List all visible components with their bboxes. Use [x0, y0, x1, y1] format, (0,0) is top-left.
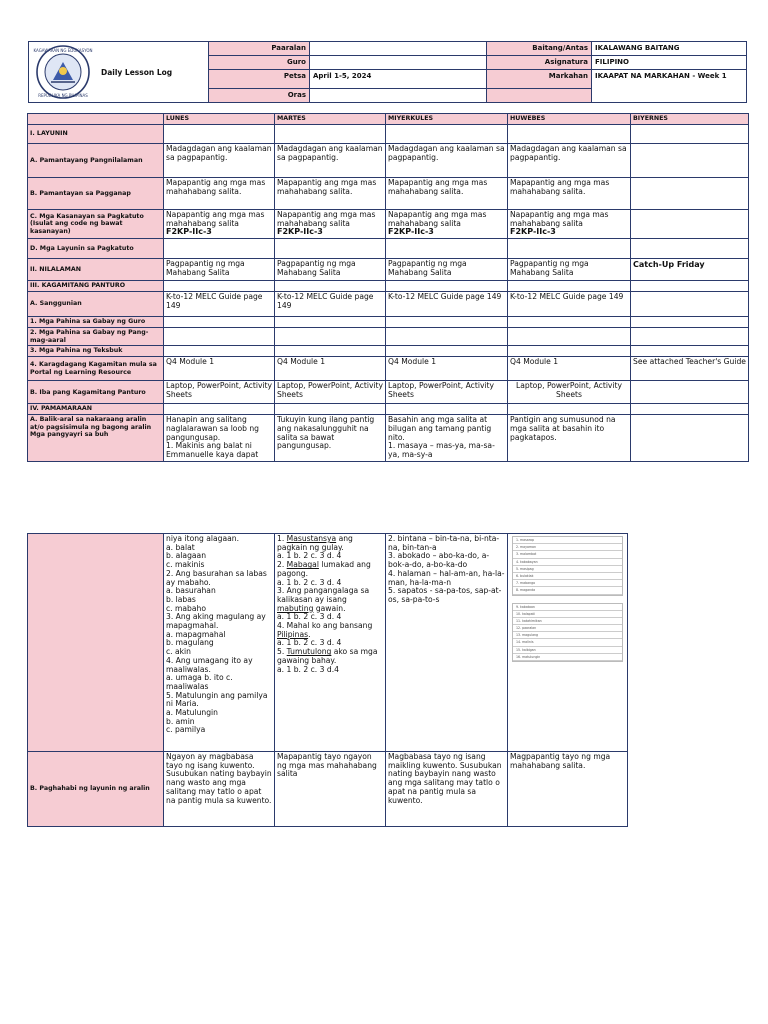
cell-martes: Laptop, PowerPoint, Activity Sheets	[275, 381, 386, 404]
worksheet-row: 9. kabataan	[513, 604, 622, 611]
underlined-word: Pilipinas	[277, 629, 309, 639]
worksheet-row: 11. katahimikan	[513, 618, 622, 625]
cell-huwebes: Q4 Module 1	[508, 357, 631, 381]
row-label-gabay-guro: 1. Mga Pahina sa Gabay ng Guro	[28, 317, 164, 328]
cell-miyerkules: K-to-12 MELC Guide page 149	[386, 292, 508, 317]
markahan-value[interactable]: IKAAPAT NA MARKAHAN - Week 1	[592, 70, 747, 103]
question-line: 1. Masustansya ang pagkain ng gulay.	[277, 534, 353, 552]
day-header-biyernes: BIYERNES	[631, 114, 749, 125]
worksheet-row: 4. kababayan	[513, 559, 622, 566]
cell-huwebes: Mapapantig ang mga mas mahahabang salita.	[508, 178, 631, 210]
markahan-label: Markahan	[487, 70, 592, 89]
empty-pink-cell	[487, 89, 592, 103]
cell-martes: Tukuyin kung ilang pantig ang nakasalungguhit na salita sa bawat pangungusap.	[275, 415, 386, 462]
cell-lunes: Madagdagan ang kaalaman sa pagpapantig.	[164, 144, 275, 178]
cell-miyerkules: Magbabasa tayo ng isang maikling kuwento. Susubukan nating baybayin nang wasto ang mga salitang may tatlo o apat na pantig mula sa kuwento.	[386, 752, 508, 827]
worksheet-image-cell	[508, 534, 628, 752]
cell-miyerkules: Laptop, PowerPoint, Activity Sheets	[386, 381, 508, 404]
cell-lunes: Mapapantig ang mga mas mahahabang salita.	[164, 178, 275, 210]
deped-seal-icon	[31, 44, 95, 100]
section-nilalaman: II. NILALAMAN	[28, 259, 164, 281]
worksheet-image-top	[512, 536, 623, 596]
oras-value[interactable]	[310, 89, 487, 103]
row-label-layunin-sa-pagkatuto: D. Mga Layunin sa Pagkatuto	[28, 239, 164, 259]
section-layunin: I. LAYUNIN	[28, 125, 164, 144]
cell-huwebes	[508, 210, 631, 239]
cell-biyernes	[631, 292, 749, 317]
asignatura-value[interactable]: FILIPINO	[592, 56, 747, 70]
section-kagamitang-panturo: III. KAGAMITANG PANTURO	[28, 281, 164, 292]
question-line: a. 1 b. 2 c. 3 d. 4	[277, 551, 342, 561]
continued-label-cell	[28, 534, 164, 752]
kasanayan-text: Napapantig ang mga mas mahahabang salita	[166, 210, 265, 228]
worksheet-row: 5. masipag	[513, 566, 622, 573]
worksheet-image-bottom	[512, 603, 623, 663]
worksheet-row: 14. malinis	[513, 639, 622, 646]
row-label-pamantayan-sa-pagganap: B. Pamantayan sa Pagganap	[28, 178, 164, 210]
cell-lunes: Q4 Module 1	[164, 357, 275, 381]
cell-miyerkules: Q4 Module 1	[386, 357, 508, 381]
question-line: a. 1 b. 2 c. 3 d. 4	[277, 577, 342, 587]
worksheet-row: 16. matulungin	[513, 654, 622, 661]
underlined-word: Tumutulong	[286, 647, 332, 657]
cell-biyernes	[631, 210, 749, 239]
cell-martes: Pagpapantig ng mga Mahabang Salita	[275, 259, 386, 281]
question-line: a. 1 b. 2 c. 3 d. 4	[277, 638, 342, 648]
header-logo-cell	[29, 42, 209, 103]
lesson-table-continued	[27, 533, 628, 827]
cell-martes: Mapapantig ang mga mas mahahabang salita.	[275, 178, 386, 210]
row-label-pamantayang-pangnilalaman: A. Pamantayang Pangnilalaman	[28, 144, 164, 178]
question-line: 2. Mabagal lumakad ang pagong.	[277, 560, 371, 578]
corner-cell	[28, 114, 164, 125]
baitang-label: Baitang/Antas	[487, 42, 592, 56]
worksheet-row: 7. mabango	[513, 580, 622, 587]
question-line: 5. Tumutulong ako sa mga gawaing bahay.	[277, 647, 378, 665]
oras-label: Oras	[209, 89, 310, 103]
worksheet-row: 12. paaralan	[513, 625, 622, 632]
cell-biyernes	[631, 415, 749, 462]
cell-martes: Mapapantig tayo ngayon ng mga mas mahahabang salita	[275, 752, 386, 827]
cell-biyernes	[631, 381, 749, 404]
cell-martes: K-to-12 MELC Guide page 149	[275, 292, 386, 317]
day-header-lunes: LUNES	[164, 114, 275, 125]
worksheet-row: 15. kaibigan	[513, 647, 622, 654]
catch-up-friday: Catch-Up Friday	[631, 259, 749, 281]
document-title: Daily Lesson Log	[101, 67, 173, 77]
cell-biyernes: See attached Teacher's Guide	[631, 357, 749, 381]
worksheet-row: 10. kalapati	[513, 611, 622, 618]
guro-label: Guro	[209, 56, 310, 70]
cell-huwebes: Laptop, PowerPoint, Activity Sheets	[508, 381, 631, 404]
cell-lunes: K-to-12 MELC Guide page 149	[164, 292, 275, 317]
section-pamamaraan: IV. PAMAMARAAN	[28, 404, 164, 415]
cell-martes: Madagdagan ang kaalaman sa pagpapantig.	[275, 144, 386, 178]
asignatura-label: Asignatura	[487, 56, 592, 70]
question-line: 4. Mahal ko ang bansang Pilipinas.	[277, 621, 373, 639]
cell-lunes	[164, 210, 275, 239]
worksheet-row: 1. masarap	[513, 537, 622, 544]
balik-aral-lunes-continued: niya itong alagaan. a. balat b. alagaan c. makinis 2. Ang basurahan sa labas ay mabaho. a. basurahan b. labas c. mabaho 3. Ang aking magulang ay mapagmahal. a. mapagmahal b. magulang c. akin 4. Ang umagang ito ay maaliwalas. a. umaga b. ito c. maaliwalas 5. Matulungin ang pamilya ni Maria. a. Matulungin b. amin c. pamilya	[164, 534, 275, 752]
cell-miyerkules	[386, 210, 508, 239]
row-label-balik-aral: A. Balik-aral sa nakaraang aralin at/o pagsisimula ng bagong aralin Mga pangyayri sa buh	[28, 415, 164, 462]
competency-code: F2KP-IIc-3	[510, 227, 556, 237]
kasanayan-text: Napapantig ang mga mas mahahabang salita	[388, 210, 487, 228]
cell-miyerkules: Mapapantig ang mga mas mahahabang salita.	[386, 178, 508, 210]
cell-lunes: Hanapin ang salitang naglalarawan sa loob ng pangungusap. 1. Makinis ang balat ni Emmanuelle kaya dapat	[164, 415, 275, 462]
paaralan-label: Paaralan	[209, 42, 310, 56]
cell-lunes: Pagpapantig ng mga Mahabang Salita	[164, 259, 275, 281]
petsa-label: Petsa	[209, 70, 310, 89]
paaralan-value[interactable]	[310, 42, 487, 56]
cell-miyerkules: Basahin ang mga salita at bilugan ang tamang pantig nito. 1. masaya – mas-ya, ma-sa-ya, ma-sy-a	[386, 415, 508, 462]
row-label-iba-pang-kagamitan: B. Iba pang Kagamitang Panturo	[28, 381, 164, 404]
worksheet-row: 3. malambot	[513, 551, 622, 558]
worksheet-row: 13. magulang	[513, 632, 622, 639]
day-header-huwebes: HUWEBES	[508, 114, 631, 125]
kasanayan-text: Napapantig ang mga mas mahahabang salita	[277, 210, 376, 228]
question-line: 3. Ang pangangalaga sa kalikasan ay isang mabuting gawain.	[277, 586, 370, 613]
competency-code: F2KP-IIc-3	[277, 227, 323, 237]
cell-huwebes: Magpapantig tayo ng mga mahahabang salita.	[508, 752, 628, 827]
guro-value[interactable]	[310, 56, 487, 70]
baitang-value[interactable]: IKALAWANG BAITANG	[592, 42, 747, 56]
competency-code: F2KP-IIc-3	[388, 227, 434, 237]
row-label-paghahabi: B. Paghahabi ng layunin ng aralin	[28, 752, 164, 827]
row-label-gabay-mag-aaral: 2. Mga Pahina sa Gabay ng Pang-mag-aaral	[28, 328, 164, 346]
cell-huwebes: Madagdagan ang kaalaman sa pagpapantig.	[508, 144, 631, 178]
worksheet-row: 8. maganda	[513, 587, 622, 594]
day-header-miyerkules: MIYERKULES	[386, 114, 508, 125]
petsa-value[interactable]: April 1-5, 2024	[310, 70, 487, 89]
cell-biyernes	[631, 144, 749, 178]
balik-aral-miyerkules-continued: 2. bintana – bin-ta-na, bi-nta-na, bin-tan-a 3. abokado – abo-ka-do, a-bok-a-do, a-bo-ka-do 4. halaman – hal-am-an, ha-la-man, ha-la-ma-n 5. sapatos - sa-pa-tos, sap-at-os, sa-pa-to-s	[386, 534, 508, 752]
row-label-sanggunian: A. Sanggunian	[28, 292, 164, 317]
question-line: a. 1 b. 2 c. 3 d. 4	[277, 612, 342, 622]
cell-huwebes: Pantigin ang sumusunod na mga salita at basahin ito pagkatapos.	[508, 415, 631, 462]
question-line: a. 1 b. 2 c. 3 d.4	[277, 664, 339, 674]
row-label-teksbuk: 3. Mga Pahina ng Teksbuk	[28, 346, 164, 357]
underlined-word: Mabagal	[286, 560, 319, 570]
balik-aral-martes-continued	[275, 534, 386, 752]
worksheet-row: 2. mayaman	[513, 544, 622, 551]
cell-huwebes: Pagpapantig ng mga Mahabang Salita	[508, 259, 631, 281]
cell-biyernes	[631, 178, 749, 210]
cell-martes	[275, 210, 386, 239]
kasanayan-text: Napapantig ang mga mas mahahabang salita	[510, 210, 609, 228]
underlined-word: Masustansya	[286, 534, 337, 543]
day-header-martes: MARTES	[275, 114, 386, 125]
svg-text:KAGAWARAN NG EDUKASYON: KAGAWARAN NG EDUKASYON	[33, 48, 93, 53]
header-table	[28, 41, 747, 103]
competency-code: F2KP-IIc-3	[166, 227, 212, 237]
worksheet-row: 6. bulaklak	[513, 573, 622, 580]
svg-text:REPUBLIKA NG PILIPINAS: REPUBLIKA NG PILIPINAS	[38, 93, 88, 98]
row-label-kasanayan: C. Mga Kasanayan sa Pagkatuto (Isulat ang code ng bawat kasanayan)	[28, 210, 164, 239]
underlined-word: mabuting	[277, 603, 314, 613]
cell-miyerkules: Pagpapantig ng mga Mahabang Salita	[386, 259, 508, 281]
cell-miyerkules: Madagdagan ang kaalaman sa pagpapantig.	[386, 144, 508, 178]
cell-huwebes: K-to-12 MELC Guide page 149	[508, 292, 631, 317]
lesson-table	[27, 113, 749, 462]
cell-lunes: Laptop, PowerPoint, Activity Sheets	[164, 381, 275, 404]
row-label-karagdagang-kagamitan: 4. Karagdagang Kagamitan mula sa Portal ng Learning Resource	[28, 357, 164, 381]
cell-lunes: Ngayon ay magbabasa tayo ng isang kuwento. Susubukan nating baybayin nang wasto ang mga salitang may tatlo o apat na pantig mula sa kuwento.	[164, 752, 275, 827]
cell-martes: Q4 Module 1	[275, 357, 386, 381]
